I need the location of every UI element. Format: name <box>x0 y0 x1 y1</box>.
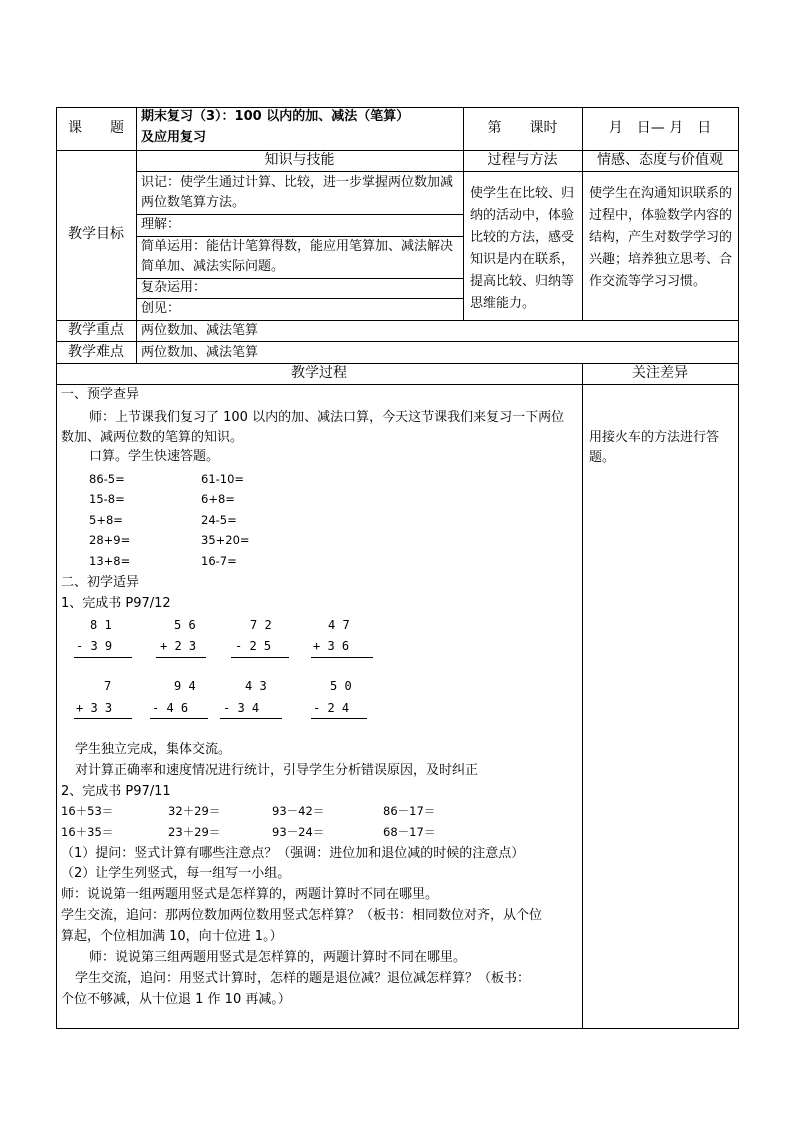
attitude-header: 情感、态度与价值观 <box>597 152 723 168</box>
calc-item: 16＋35＝ <box>61 825 114 839</box>
key-point-value: 两位数加、减法笔算 <box>141 323 259 338</box>
teacher-line-2: 师：说说第三组两题用竖式是怎样算的，两题计算时不同在哪里。 <box>89 950 467 965</box>
oral-calc: 28+9= <box>89 533 131 547</box>
note-independent: 学生独立完成，集体交流。 <box>75 742 232 757</box>
section2-heading: 二、初学适异 <box>61 575 140 590</box>
process-text: 使学生在比较、归纳的活动中，体验比较的方法，感受知识是内在联系，提高比较、归纳等思维能力。 <box>470 186 575 311</box>
oral-calc: 6+8= <box>201 492 235 506</box>
process-section-header: 教学过程 <box>291 365 347 381</box>
lesson-title-line2: 及应用复习 <box>141 130 207 145</box>
task2-label: 2、完成书 P97/11 <box>61 784 171 799</box>
knowledge-item: 识记：使学生通过计算、比较，进一步掌握两位数加减两位数笔算方法。 <box>141 175 454 210</box>
table-rule <box>136 214 463 215</box>
vertical-calc-bottom: - 2 5 <box>235 639 272 653</box>
oral-calc: 86-5= <box>89 472 125 486</box>
key-point-label: 教学重点 <box>68 322 124 338</box>
table-col-rule <box>582 107 583 320</box>
student-line-1b: 算起，个位相加满 10，向十位进 1。） <box>61 929 283 944</box>
table-col-rule <box>463 107 464 320</box>
vertical-calc-top: 5 6 <box>174 618 196 632</box>
oral-calc: 35+20= <box>201 533 250 547</box>
vertical-calc-top: 7 2 <box>250 618 272 632</box>
vertical-calc-bottom: - 4 6 <box>152 701 189 715</box>
vertical-calc-top: 4 7 <box>328 618 350 632</box>
student-line-1a: 学生交流，追问：那两位数加两位数用竖式怎样算？（板书：相同数位对齐，从个位 <box>61 908 543 923</box>
vertical-calc-rule <box>220 718 282 719</box>
question-2: （2）让学生列竖式，每一组写一小组。 <box>61 866 291 881</box>
calc-item: 32＋29＝ <box>168 804 221 818</box>
vertical-calc-rule <box>231 657 289 658</box>
vertical-calc-bottom: - 3 9 <box>76 639 113 653</box>
vertical-calc-top: 8 1 <box>90 618 112 632</box>
calc-item: 68－17＝ <box>383 825 436 839</box>
oral-calc: 5+8= <box>89 513 123 527</box>
oral-calc: 24-5= <box>201 513 237 527</box>
process-header: 过程与方法 <box>487 152 558 168</box>
section1-para: 师：上节课我们复习了 100 以内的加、减法口算，今天这节课我们来复习一下两位数加、减两位数的笔算的知识。 <box>61 410 565 445</box>
note-statistics: 对计算正确率和速度情况进行统计，引导学生分析错误原因，及时纠正 <box>75 763 479 778</box>
table-rule <box>56 384 739 385</box>
calc-item: 93－24＝ <box>272 825 325 839</box>
knowledge-item: 理解： <box>141 217 181 232</box>
calc-item: 16＋53＝ <box>61 804 114 818</box>
question-1: （1）提问：竖式计算有哪些注意点？（强调：进位加和退位减的时候的注意点） <box>61 846 525 861</box>
teacher-line-1: 师：说说第一组两题用竖式是怎样算的，两题计算时不同在哪里。 <box>61 887 439 902</box>
table-border-bottom <box>56 1028 739 1029</box>
table-border-right <box>738 107 739 1029</box>
lesson-period: 第 课时 <box>487 120 558 136</box>
table-col-rule <box>136 107 137 363</box>
oral-calc: 16-7= <box>201 554 237 568</box>
calc-item: 23＋29＝ <box>168 825 221 839</box>
student-line-2a: 学生交流，追问：用竖式计算时，怎样的题是退位减？退位减怎样算？（板书： <box>75 971 531 986</box>
section1-oral: 口算。学生快速答题。 <box>89 449 220 464</box>
table-border-left <box>56 107 57 1029</box>
vertical-calc-top: 9 4 <box>174 679 196 693</box>
oral-calc: 61-10= <box>201 472 245 486</box>
table-col-rule <box>582 363 583 1029</box>
vertical-calc-bottom: - 2 4 <box>313 701 350 715</box>
table-rule <box>136 171 739 172</box>
goals-label: 教学目标 <box>68 226 124 242</box>
vertical-calc-bottom: + 3 3 <box>76 701 113 715</box>
calc-item: 93－42＝ <box>272 804 325 818</box>
vertical-calc-top: 5 0 <box>330 679 352 693</box>
vertical-calc-rule <box>156 657 206 658</box>
task1-label: 1、完成书 P97/12 <box>61 596 171 611</box>
attitude-text: 使学生在沟通知识联系的过程中，体验数学内容的结构，产生对数学学习的兴趣；培养独立思考、合作交流等学习习惯。 <box>589 186 733 289</box>
table-rule <box>136 298 463 299</box>
vertical-calc-rule <box>311 718 367 719</box>
attention-header: 关注差异 <box>632 365 688 381</box>
vertical-calc-rule <box>74 718 132 719</box>
student-line-2b: 个位不够减，从十位退 1 作 10 再减。） <box>61 992 291 1007</box>
calc-item: 86－17＝ <box>383 804 436 818</box>
vertical-calc-top: 4 3 <box>245 679 267 693</box>
difficulty-label: 教学难点 <box>68 344 124 360</box>
difficulty-value: 两位数加、减法笔算 <box>141 345 259 360</box>
vertical-calc-rule <box>74 657 132 658</box>
knowledge-item: 创见： <box>141 301 181 316</box>
lesson-title-line1: 期末复习（3）：100 以内的加、减法（笔算） <box>141 109 410 124</box>
oral-calc: 15-8= <box>89 492 125 506</box>
knowledge-item: 复杂运用： <box>141 280 207 295</box>
vertical-calc-top: 7 <box>104 679 112 693</box>
oral-calc: 13+8= <box>89 554 131 568</box>
table-rule <box>56 320 739 321</box>
knowledge-header: 知识与技能 <box>264 152 335 168</box>
section1-heading: 一、预学查异 <box>61 387 140 402</box>
knowledge-item: 简单运用：能估计笔算得数，能应用笔算加、减法解决简单加、减法实际问题。 <box>141 239 454 274</box>
vertical-calc-rule <box>311 657 373 658</box>
side-note: 用接火车的方法进行答题。 <box>589 430 720 465</box>
vertical-calc-bottom: + 3 6 <box>313 639 350 653</box>
vertical-calc-bottom: - 3 4 <box>223 701 260 715</box>
vertical-calc-bottom: + 2 3 <box>160 639 197 653</box>
lesson-date: 月 日— 月 日 <box>608 120 712 136</box>
topic-label: 课 题 <box>68 120 124 136</box>
vertical-calc-rule <box>150 718 208 719</box>
table-rule <box>56 341 739 342</box>
